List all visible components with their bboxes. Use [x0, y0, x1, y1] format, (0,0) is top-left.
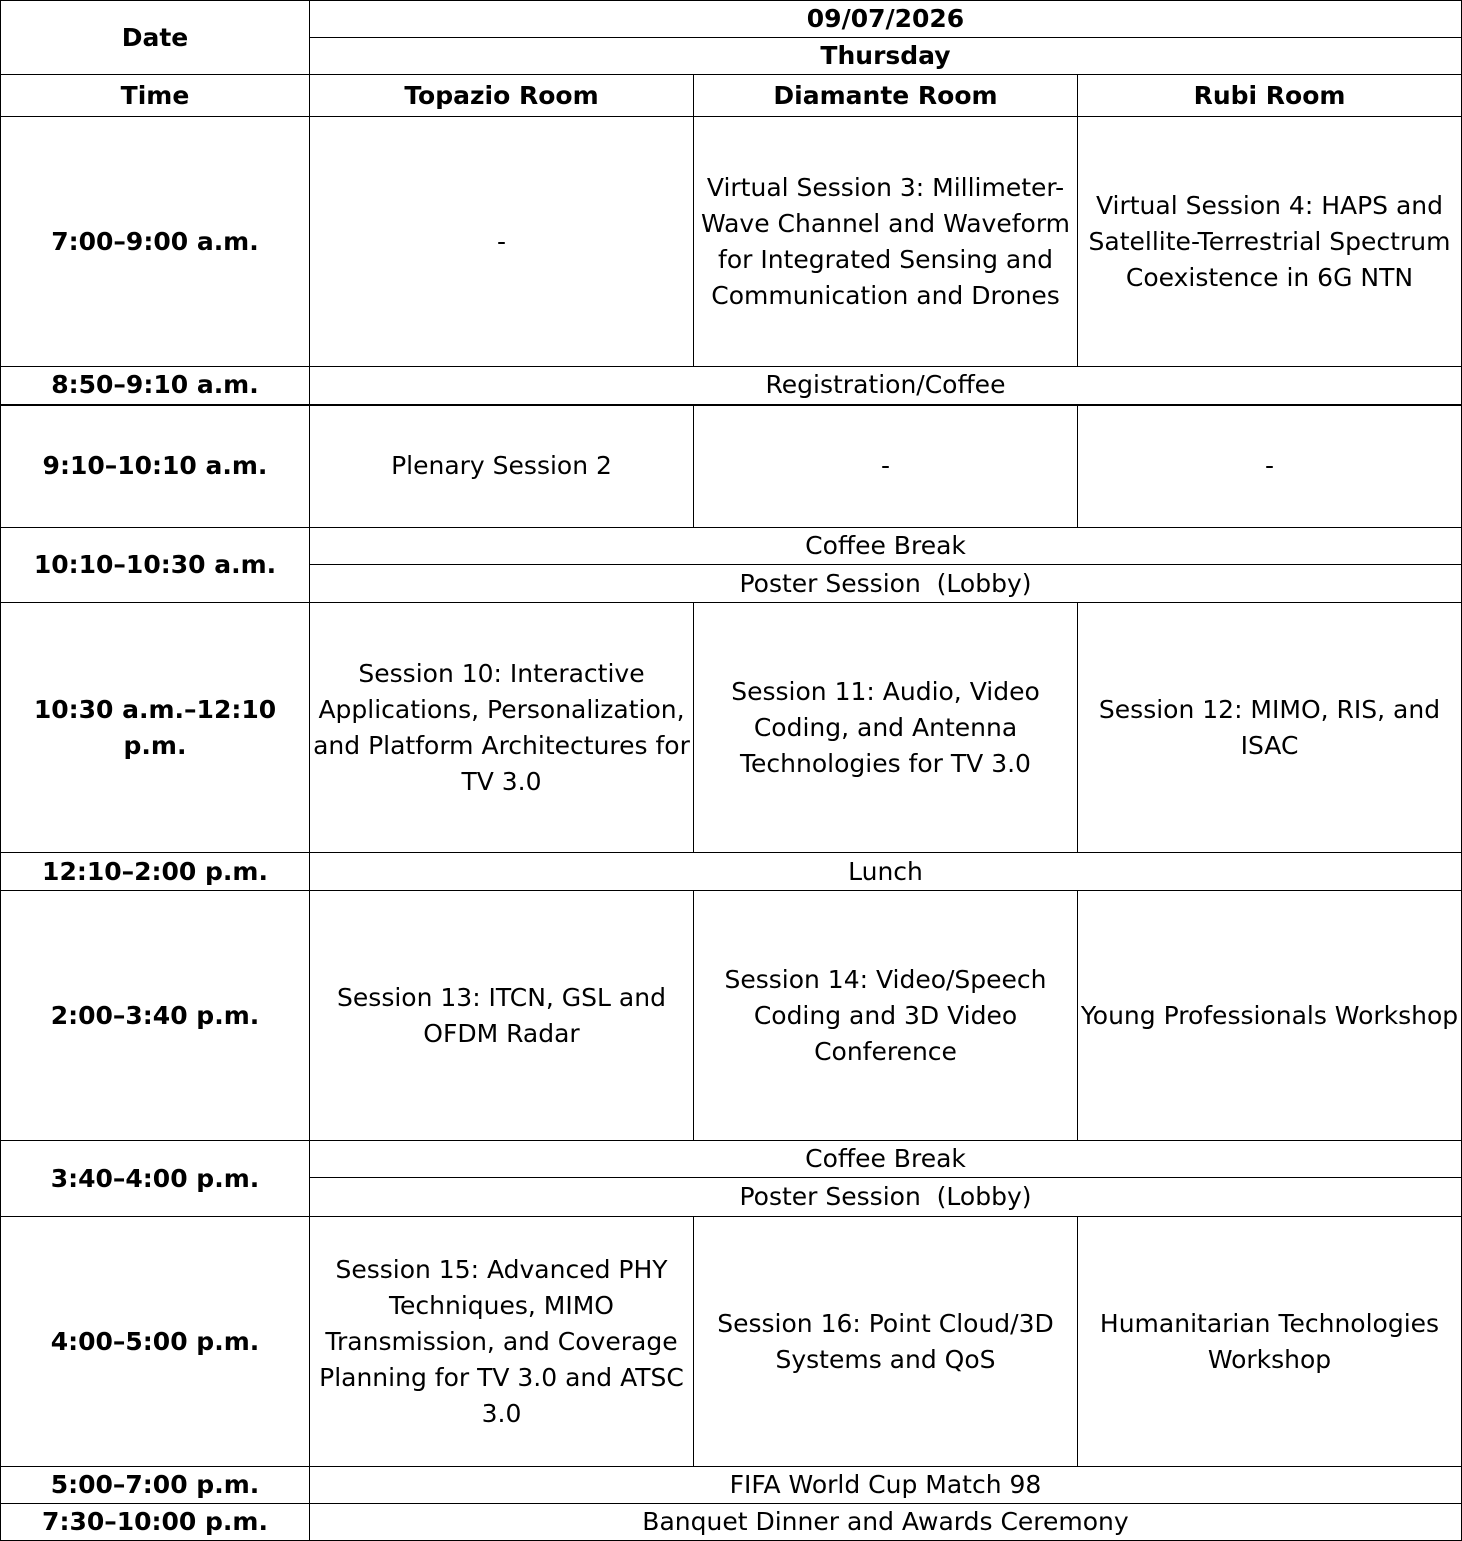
- time-cell: 8:50–9:10 a.m.: [1, 367, 310, 405]
- table-row: [1, 528, 1462, 565]
- header-row-date: [1, 1, 1462, 38]
- time-cell: 10:10–10:30 a.m.: [1, 528, 310, 603]
- poster-session-event: Poster Session (Lobby): [310, 1178, 1462, 1217]
- session-cell-topazio: Session 15: Advanced PHY Techniques, MIMO Transmission, and Coverage Planning for TV 3.0 and ATSC 3.0: [310, 1217, 694, 1467]
- room-header-topazio: Topazio Room: [310, 75, 694, 117]
- time-column-header: Time: [1, 75, 310, 117]
- session-cell-diamante: -: [694, 405, 1078, 528]
- table-row: [1, 1504, 1462, 1541]
- table-row: [1, 367, 1462, 405]
- table-row: [1, 117, 1462, 367]
- session-cell-rubi: Session 12: MIMO, RIS, and ISAC: [1078, 603, 1462, 853]
- session-cell-topazio: -: [310, 117, 694, 367]
- table-row: [1, 853, 1462, 891]
- session-cell-diamante: Session 14: Video/Speech Coding and 3D Video Conference: [694, 891, 1078, 1141]
- session-cell-topazio: Session 13: ITCN, GSL and OFDM Radar: [310, 891, 694, 1141]
- day-label: Thursday: [310, 38, 1462, 75]
- time-cell: 10:30 a.m.–12:10 p.m.: [1, 603, 310, 853]
- time-cell: 7:00–9:00 a.m.: [1, 117, 310, 367]
- header-row-rooms: [1, 75, 1462, 117]
- time-cell: 12:10–2:00 p.m.: [1, 853, 310, 891]
- session-cell-rubi: Young Professionals Workshop: [1078, 891, 1462, 1141]
- session-cell-rubi: Humanitarian Technologies Workshop: [1078, 1217, 1462, 1467]
- session-cell-topazio: Plenary Session 2: [310, 405, 694, 528]
- coffee-break-event: Coffee Break: [310, 1141, 1462, 1178]
- table-row: [1, 405, 1462, 528]
- room-header-rubi: Rubi Room: [1078, 75, 1462, 117]
- full-width-event: Banquet Dinner and Awards Ceremony: [310, 1504, 1462, 1541]
- full-width-event: Registration/Coffee: [310, 367, 1462, 405]
- full-width-event: FIFA World Cup Match 98: [310, 1467, 1462, 1504]
- session-cell-diamante: Session 16: Point Cloud/3D Systems and QoS: [694, 1217, 1078, 1467]
- time-cell: 5:00–7:00 p.m.: [1, 1467, 310, 1504]
- session-cell-topazio: Session 10: Interactive Applications, Personalization, and Platform Architectures for TV 3.0: [310, 603, 694, 853]
- session-cell-rubi: Virtual Session 4: HAPS and Satellite-Terrestrial Spectrum Coexistence in 6G NTN: [1078, 117, 1462, 367]
- session-cell-diamante: Session 11: Audio, Video Coding, and Antenna Technologies for TV 3.0: [694, 603, 1078, 853]
- table-row: [1, 1217, 1462, 1467]
- time-cell: 7:30–10:00 p.m.: [1, 1504, 310, 1541]
- time-cell: 9:10–10:10 a.m.: [1, 405, 310, 528]
- table-row: [1, 891, 1462, 1141]
- table-row: [1, 1141, 1462, 1178]
- session-cell-diamante: Virtual Session 3: Millimeter-Wave Channel and Waveform for Integrated Sensing and Communication and Drones: [694, 117, 1078, 367]
- time-cell: 2:00–3:40 p.m.: [1, 891, 310, 1141]
- coffee-break-event: Coffee Break: [310, 528, 1462, 565]
- date-label: Date: [1, 1, 310, 75]
- date-value: 09/07/2026: [310, 1, 1462, 38]
- time-cell: 3:40–4:00 p.m.: [1, 1141, 310, 1217]
- poster-session-event: Poster Session (Lobby): [310, 565, 1462, 603]
- room-header-diamante: Diamante Room: [694, 75, 1078, 117]
- session-cell-rubi: -: [1078, 405, 1462, 528]
- full-width-event: Lunch: [310, 853, 1462, 891]
- table-row: [1, 1467, 1462, 1504]
- time-cell: 4:00–5:00 p.m.: [1, 1217, 310, 1467]
- table-row: [1, 603, 1462, 853]
